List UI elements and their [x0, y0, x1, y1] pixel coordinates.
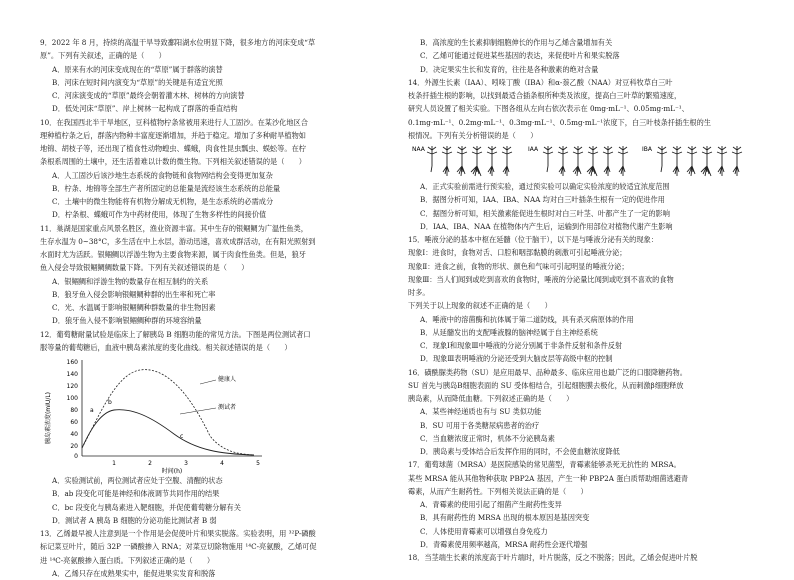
text-line: 10．在我国西北半干旱地区，豆科植物柠条常被用来进行人工固沙。在某沙化地区合 [40, 117, 308, 127]
y-tick-label: 20 [70, 443, 78, 450]
text-line: 某些 MRSA 能从其他物种获取 PBP2A 基因，产生一种 PBP2A 蛋白质帮助细菌逃避青 [408, 473, 689, 483]
text-line: D．柠条根、蝶蛾可作为中药材使用，体现了生物多样性的间接价值 [52, 210, 267, 220]
text-line: 12．葡萄糖耐量试验是临床上了解胰岛 B 细胞功能的常见方法。下图是两位测试者口 [40, 329, 311, 339]
text-line: 17．葡萄球菌（MRSA）是医院感染的常见菌型，青霉素能够杀死无抗性的 MRSA。 [408, 460, 681, 470]
legend-healthy: 健康人 [218, 376, 237, 383]
plant-cutting [687, 146, 697, 176]
text-line: D．决定果实生长和发育的，往往是各种激素的绝对含量 [420, 64, 599, 74]
text-line: 现象Ⅰ：进食时，食物对舌、口腔和咽部黏膜的刺激可引起唾液分泌； [408, 248, 627, 258]
right-text-block-1 [408, 36, 754, 142]
plant-cutting [672, 146, 682, 176]
text-line: A．人工固沙后该沙地生态系统的食物链和食物网结构会变得更加复杂 [52, 170, 273, 180]
text-line: C．光、水温属于影响银鲴鲷种群数量的非生物因素 [52, 303, 216, 312]
text-line: 标记菜豆叶片，随后 32P 一磷酸掺入 RNA；对菜豆切除物施用 ¹⁴C-亮氨酸，乙烯可促 [40, 542, 317, 552]
y-tick-label: 40 [70, 431, 78, 438]
plant-groups [427, 146, 742, 176]
text-line: C．当血糖浓度正常时，机体不分泌胰岛素 [420, 433, 555, 443]
group-label-naa: NAA [412, 146, 425, 153]
plant-cutting [587, 146, 598, 176]
text-line: A．正式实验前需进行预实验，通过预实验可以确定实验浓度的较适宜浓度范围 [420, 182, 670, 191]
text-line: 18．当茎端生长素的浓度高于叶片端时，叶片脱落，反之不脱落；因此，乙烯会促进叶片脱 [408, 553, 698, 562]
text-line: 现象Ⅲ：当人们闻到或吃到喜欢的食物时，唾液的分泌量比闻到或吃到不喜欢的食物 [408, 274, 674, 284]
text-line: B．柠条、地锦等全部生产者所固定的总能量是流经该生态系统的总能量 [52, 183, 281, 193]
point-a-label: a [90, 407, 94, 414]
text-line: 11．巢湖是国家重点风景名胜区，渔业资源丰富。其中生存的银鲴鲷为广温性鱼类， [40, 223, 308, 233]
plant-cutting [502, 146, 512, 176]
text-line: 进 ¹⁴C-亮氨酸掺入蛋白质。下列叙述正确的是（ ） [40, 555, 215, 565]
text-line: B．具有耐药性的 MRSA 出现的根本原因是基因突变 [420, 513, 590, 523]
text-line: B．河床在短时间内演变为“草原”的关键是有适宜光照 [52, 77, 223, 87]
text-line: C．河床演变成的“草原”最终会朝着灌木林、树林的方向演替 [52, 91, 245, 100]
text-line: 15．唾液分泌的基本中枢在延髓（位于脑干），以下是与唾液分泌有关的现象： [408, 235, 658, 244]
text-line: B．高浓度的生长素抑制细胞伸长的作用与乙烯含量增加有关 [420, 38, 613, 47]
x-tick-label: 2 [148, 460, 152, 467]
text-line: D．胰岛素与受体结合后发挥作用的同时，不会使血糖浓度降低 [420, 447, 620, 456]
right-text-block-2 [408, 180, 754, 564]
insulin-chart [40, 354, 386, 474]
text-line: 研究人员设置了相关实验。下图各组从左向右依次表示在 0mg·mL⁻¹、0.05mg·mL⁻¹、 [408, 104, 689, 114]
chart-xlabel: 时间(h) [161, 468, 183, 474]
plant-cutting [442, 146, 452, 176]
plant-cutting [427, 146, 437, 172]
text-line: C．bc 段变化与胰岛素进入靶细胞，并促使葡萄糖分解有关 [52, 502, 241, 512]
x-ticks [112, 460, 260, 467]
plant-cutting [657, 146, 667, 172]
text-line: D．IAA、IBA、NAA 在植物体内产生后，运输到作用部位对植物代谢产生影响 [420, 221, 673, 231]
text-line: D．低处河床“草原”、岸上树林一起构成了群落的垂直结构 [52, 104, 238, 114]
right-column [408, 36, 754, 564]
text-line: C．人体使用青霉素可以增强自身免疫力 [420, 526, 548, 536]
text-line: 时多。 [408, 288, 430, 297]
text-line: 下列关于以上现象的叙述不正确的是（ ） [408, 301, 552, 311]
y-tick-label: 60 [70, 419, 78, 426]
text-line: 原”。下列有关叙述，正确的是（ ） [40, 51, 166, 61]
legend-test-subject: 测试者 [218, 404, 237, 411]
text-line: C．土壤中的微生物能将有机物分解成无机物，是生态系统的必需成分 [52, 197, 274, 206]
plant-cutting [732, 146, 742, 176]
text-line: B．SU 可用于各类糖尿病患者的治疗 [420, 420, 540, 430]
text-line: 根情况。下列有关分析错误的是（ ） [408, 130, 538, 140]
text-line: A．实验测试前，两位测试者应处于空腹、清醒的状态 [52, 476, 223, 485]
plant-cutting [717, 146, 727, 176]
text-line: 0.1mg·mL⁻¹、0.2mg·mL⁻¹、0.3mg·mL⁻¹、0.5mg·mL⁻¹浓度下，白三叶枝条扦插生根的生 [408, 117, 711, 127]
plant-cutting [471, 146, 482, 176]
plant-rooting-svg [408, 142, 754, 180]
y-tick-label: 160 [66, 359, 78, 366]
text-line: D．现象Ⅲ表明唾液的分泌还受到大脑皮层等高级中枢的控制 [420, 354, 613, 364]
plant-cutting [487, 146, 497, 176]
y-tick-label: 0 [74, 453, 78, 460]
x-tick-label: 1 [112, 460, 116, 467]
text-line: B．狼牙鱼入侵会影响银鲴鲷种群的出生率和死亡率 [52, 289, 216, 299]
text-line: C．据图分析可知，相关激素能促进生根时对白三叶茎、叶都产生了一定的影响 [420, 208, 670, 218]
text-line: D．青霉素使用频率越高，MRSA 耐药性会逐代增强 [420, 539, 588, 549]
text-line: 霉素，从而产生耐药性。下列相关说法正确的是（ ） [408, 486, 588, 496]
text-line: 生存水温为 0~38°C，多生活在中上水层，游动迅速，喜欢成群活动，在有阳光照射到 [40, 236, 316, 246]
left-column [40, 36, 386, 580]
plant-cutting [558, 146, 568, 176]
x-tick-label: 3 [184, 460, 188, 467]
group-label-iba: IBA [642, 146, 652, 153]
text-line: SU 首先与胰岛B细胞表面的 SU 受体相结合，引起细胞膜去极化，从而刺激β细胞释放 [408, 380, 684, 390]
text-line: 现象Ⅱ：进食之前，食物的形状、颜色和气味可引起明显的唾液分泌； [408, 261, 629, 271]
text-line: 地锦、胡枝子等，还出现了植食性动物蝗虫、蝶蛾，肉食性昆虫瓢虫、蜈蚣等。在柠 [40, 144, 306, 153]
text-line: A．青霉素的使用引起了细菌产生耐药性变异 [420, 500, 562, 509]
plant-cutting [603, 146, 613, 176]
text-line: A．某些神经递质也有与 SU 类似功能 [420, 407, 542, 417]
y-tick-label: 100 [66, 395, 78, 402]
text-line: B．从延髓发出的支配唾液腺的脑神经属于自主神经系统 [420, 327, 598, 337]
text-line: 条根系周围的土壤中，还生活着难以计数的微生物。下列相关叙述错误的是（ ） [40, 157, 306, 167]
text-line: A．乙烯只存在成熟果实中，能促进果实发育和脱落 [52, 568, 216, 578]
plant-cutting [573, 146, 583, 176]
text-line: A．原来有水的河床变成现在的“草原”属于群落的演替 [52, 64, 223, 74]
text-line: B．ab 段变化可能是神经和体液调节共同作用的结果 [52, 489, 220, 499]
curve-test-subject [82, 410, 254, 455]
text-line: 服等量的葡萄糖后，血液中胰岛素浓度的变化曲线。相关叙述错误的是（ ） [40, 342, 292, 352]
plant-rooting-figure [408, 142, 754, 180]
text-line: A．银鲴鲷和浮游生物的数量存在相互制约的关系 [52, 276, 209, 286]
group-label-iaa: IAA [528, 146, 539, 153]
plant-cutting [457, 146, 467, 176]
y-tick-label: 120 [66, 383, 78, 390]
text-line: C．乙烯可能通过促进某些基因的表达，来促使叶片和果实脱落 [420, 51, 620, 61]
y-tick-label: 140 [66, 371, 78, 378]
text-line: B．据图分析可知，IAA、IBA、NAA 均对白三叶插条生根有一定的促进作用 [420, 195, 665, 205]
point-c-label: c [180, 433, 184, 440]
text-line: 胰岛素，从而降低血糖。下列叙述正确的是（ ） [408, 394, 574, 403]
x-tick-label: 4 [220, 460, 224, 467]
point-b-label: b [108, 399, 112, 406]
text-line: 16．磺酰脲类药物（SU）是应用最早、品种最多、临床应用也最广泛的口服降糖药物。 [408, 367, 687, 377]
text-line: 鱼入侵会导致银鲴鲷鲷数量下降。下列有关叙述错误的是（ ） [40, 263, 249, 273]
text-line: 枝条扦插生根的影响，以找到最适合插条根所种类及浓度，提高白三叶草的繁殖速度， [408, 91, 682, 100]
text-line: 13．乙烯最早被人注意到是一个作用是会促使叶片和果实脱落。实验表明，用 ³²P-磷酸 [40, 529, 316, 538]
y-ticks [67, 359, 79, 460]
y-tick-label: 80 [70, 407, 78, 414]
insulin-chart-svg [40, 354, 280, 474]
text-line: D．狼牙鱼入侵不影响银鲴鲷种群的环境容纳量 [52, 316, 202, 326]
plant-cutting [701, 146, 712, 176]
chart-ylabel: 胰岛素浓度(mIU/L) [45, 391, 52, 445]
text-line: C．现象Ⅰ和现象Ⅲ中唾液的分泌分别属于非条件反射和条件反射 [420, 341, 623, 350]
text-line: A．唾液中的溶菌酶和抗体属于第二道防线，具有杀灭病原体的作用 [420, 314, 634, 324]
left-text-block-2 [40, 474, 386, 580]
left-text-block-1 [40, 36, 386, 354]
text-line: 14．外源生长素（IAA）、吲哚丁酸（IBA）和α-萘乙酸（NAA）对豆科牧草白三叶 [408, 77, 673, 87]
plant-cutting [543, 146, 553, 172]
text-line: 9．2022 年 8 月，持续的高温干旱导致鄱阳湖水位明显下降，很多地方的河床变成“草 [40, 38, 316, 47]
x-tick-label: 5 [256, 460, 260, 467]
text-line: 理种植柠条之后，群落内物种丰富度逐渐增加，并趋于稳定。增加了多种耐旱植物如 [40, 130, 306, 140]
text-line: D．测试者 A 胰岛 B 细胞的分泌功能比测试者 B 弱 [52, 515, 217, 525]
text-line: 水面时尤为活跃。银鲴鲷以浮游生物为主要食物来源，属于肉食性鱼类。但是，狼牙 [40, 250, 306, 259]
plant-cutting [618, 146, 628, 176]
leader-healthy [200, 380, 216, 384]
